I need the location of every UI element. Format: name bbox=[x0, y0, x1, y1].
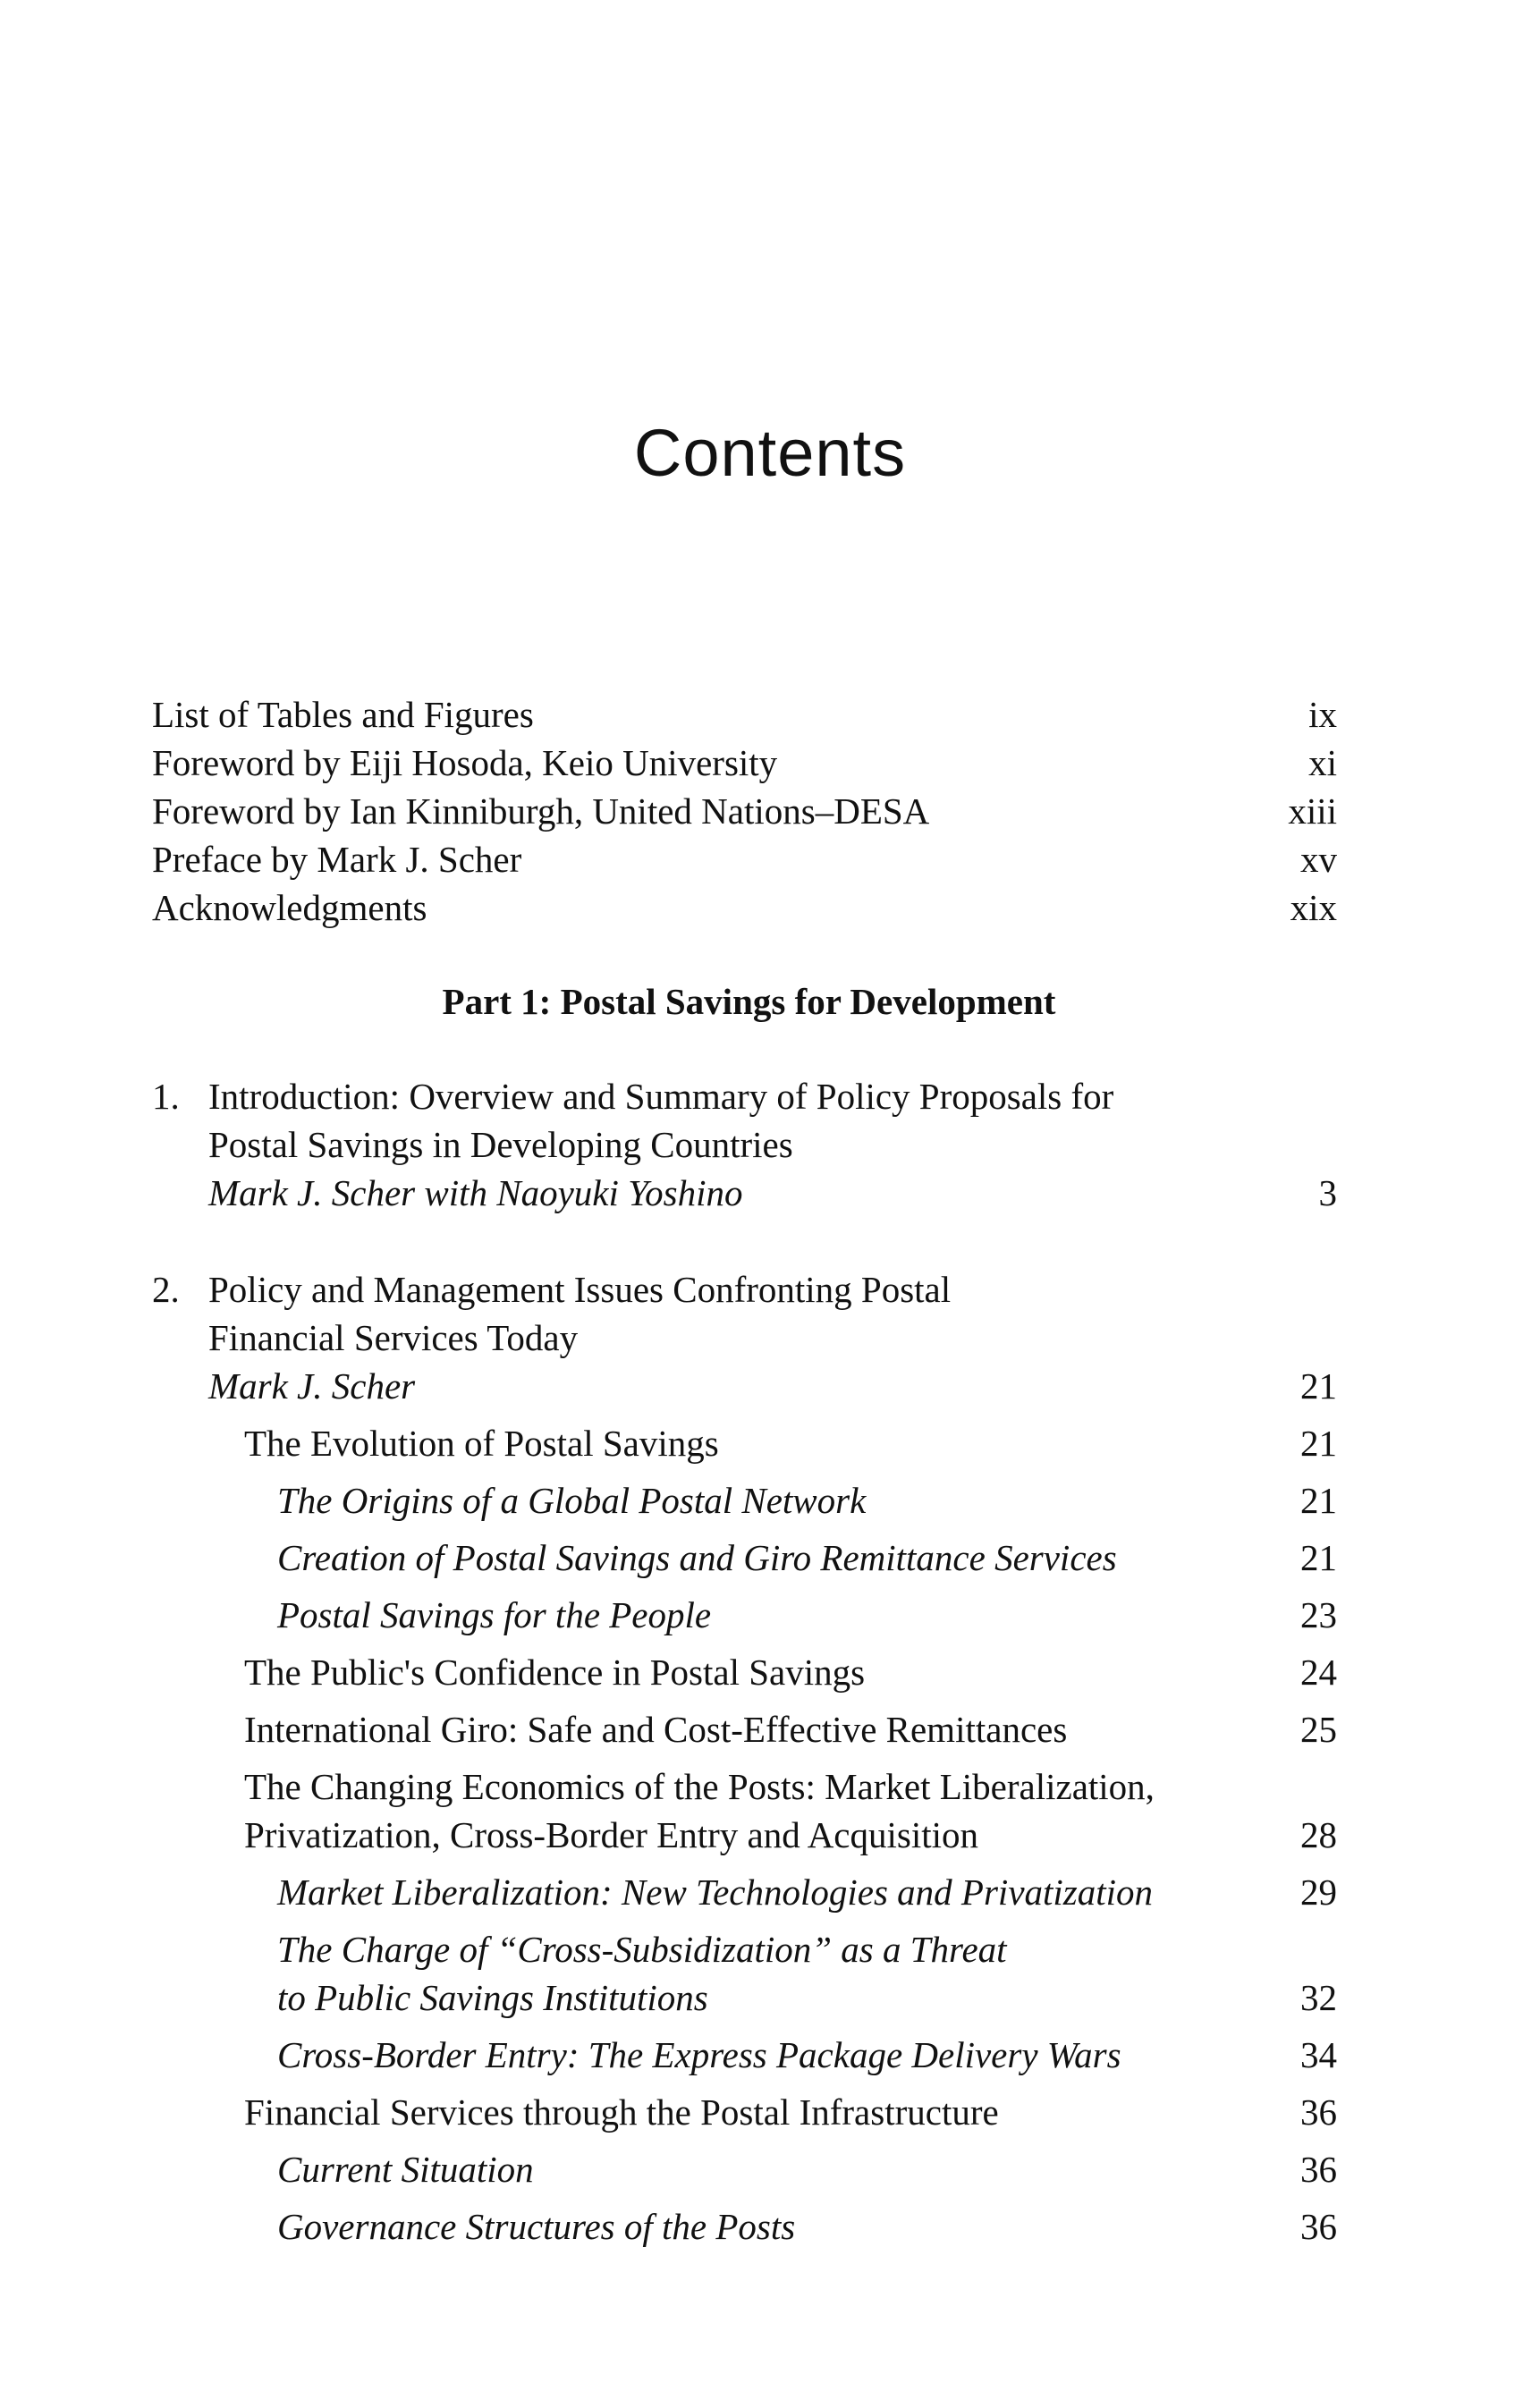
toc-section[interactable] bbox=[208, 1648, 1337, 1696]
toc-entry-label: Current Situation bbox=[277, 2149, 534, 2190]
toc-entry-page: ix bbox=[1308, 694, 1337, 735]
toc-entry-page: xix bbox=[1290, 887, 1337, 928]
toc-entry-page: 29 bbox=[1300, 1871, 1337, 1913]
toc-entry-label: Cross-Border Entry: The Express Package Delivery Wars bbox=[277, 2034, 1121, 2075]
toc-entry-acknowledgments[interactable] bbox=[152, 883, 1337, 932]
chapter-author-row bbox=[208, 1169, 1337, 1217]
toc-entry-page: 36 bbox=[1300, 2149, 1337, 2190]
toc-entry-label: The Evolution of Postal Savings bbox=[244, 1423, 719, 1464]
toc-entry-label: Market Liberalization: New Technologies and Privatization bbox=[277, 1871, 1154, 1913]
toc-entry-preface[interactable] bbox=[152, 835, 1337, 883]
toc-entry-label-line: The Charge of “Cross-Subsidization” as a Threat bbox=[277, 1929, 1007, 1970]
toc-entry-page: 21 bbox=[1300, 1365, 1337, 1407]
toc-entry-page: xiii bbox=[1288, 790, 1337, 832]
toc-entry-page: xi bbox=[1308, 742, 1337, 783]
toc-entry-label-line: to Public Savings Institutions bbox=[277, 1977, 708, 2018]
toc-section[interactable] bbox=[208, 1705, 1337, 1753]
part-heading: Part 1: Postal Savings for Development bbox=[442, 981, 1056, 1022]
toc-entry-label: The Public's Confidence in Postal Savings bbox=[244, 1652, 866, 1693]
chapter-number: 2. bbox=[152, 1269, 180, 1310]
toc-entry-page: 3 bbox=[1318, 1172, 1337, 1213]
toc-entry-page: 34 bbox=[1300, 2034, 1337, 2075]
chapter-author: Mark J. Scher with Naoyuki Yoshino bbox=[208, 1172, 743, 1213]
toc-entry-label bbox=[277, 1925, 1265, 2022]
toc-entry-label: Financial Services through the Postal Infrastructure bbox=[244, 2091, 999, 2133]
chapter-title-line: Financial Services Today bbox=[208, 1317, 579, 1358]
toc-entry-label: Creation of Postal Savings and Giro Remittance Services bbox=[277, 1537, 1117, 1578]
toc-entry-foreword-kinniburgh[interactable] bbox=[152, 787, 1337, 835]
table-of-contents bbox=[152, 690, 1337, 2251]
toc-entry-label: Postal Savings for the People bbox=[277, 1594, 712, 1635]
page-title: Contents bbox=[633, 416, 907, 490]
toc-entry-label-line: Privatization, Cross-Border Entry and Acquisition bbox=[244, 1814, 979, 1855]
toc-entry-page: 32 bbox=[1300, 1977, 1337, 2018]
toc-chapter-1[interactable] bbox=[152, 1072, 1337, 1217]
toc-subsection[interactable] bbox=[208, 1476, 1337, 1525]
toc-subsection[interactable] bbox=[208, 2031, 1337, 2079]
toc-entry-foreword-hosoda[interactable] bbox=[152, 739, 1337, 787]
chapter-title-line: Postal Savings in Developing Countries bbox=[208, 1124, 793, 1165]
chapter-author: Mark J. Scher bbox=[208, 1365, 416, 1407]
toc-entry-label: International Giro: Safe and Cost-Effective Remittances bbox=[244, 1709, 1068, 1750]
toc-entry-page: 24 bbox=[1300, 1652, 1337, 1693]
toc-entry-page: 23 bbox=[1300, 1594, 1337, 1635]
toc-entry-page: 21 bbox=[1300, 1480, 1337, 1521]
toc-entry-label: Preface by Mark J. Scher bbox=[152, 839, 522, 880]
toc-section[interactable] bbox=[208, 1762, 1337, 1859]
toc-subsection[interactable] bbox=[208, 1925, 1337, 2022]
chapter-body bbox=[208, 1265, 1337, 2251]
toc-entry-label: List of Tables and Figures bbox=[152, 694, 534, 735]
toc-entry-list-of-tables[interactable] bbox=[152, 690, 1337, 739]
toc-entry-label: Acknowledgments bbox=[152, 887, 427, 928]
toc-entry-page: 21 bbox=[1300, 1423, 1337, 1464]
chapter-title-line: Policy and Management Issues Confronting Postal bbox=[208, 1269, 952, 1310]
toc-entry-page: 21 bbox=[1300, 1537, 1337, 1578]
toc-chapter-2[interactable] bbox=[152, 1265, 1337, 2251]
toc-subsection[interactable] bbox=[208, 2202, 1337, 2251]
toc-entry-page: 28 bbox=[1300, 1814, 1337, 1855]
toc-section[interactable] bbox=[208, 1419, 1337, 1467]
toc-entry-page: 36 bbox=[1300, 2091, 1337, 2133]
toc-subsection[interactable] bbox=[208, 2145, 1337, 2193]
toc-entry-label-line: The Changing Economics of the Posts: Market Liberalization, bbox=[244, 1766, 1155, 1807]
toc-subsection[interactable] bbox=[208, 1534, 1337, 1582]
toc-entry-label: Foreword by Ian Kinniburgh, United Nations–DESA bbox=[152, 790, 930, 832]
toc-entry-label: Governance Structures of the Posts bbox=[277, 2206, 796, 2247]
toc-subsection[interactable] bbox=[208, 1591, 1337, 1639]
toc-entry-label: Foreword by Eiji Hosoda, Keio University bbox=[152, 742, 778, 783]
toc-entry-page: 36 bbox=[1300, 2206, 1337, 2247]
chapter-body bbox=[208, 1072, 1337, 1217]
chapter-number: 1. bbox=[152, 1076, 180, 1117]
toc-entry-page: 25 bbox=[1300, 1709, 1337, 1750]
toc-entry-label bbox=[244, 1762, 1265, 1859]
toc-entry-page: xv bbox=[1300, 839, 1337, 880]
chapter-author-row bbox=[208, 1362, 1337, 1410]
toc-entry-label: The Origins of a Global Postal Network bbox=[277, 1480, 867, 1521]
toc-section[interactable] bbox=[208, 2088, 1337, 2136]
toc-subsection[interactable] bbox=[208, 1868, 1337, 1916]
chapter-title-line: Introduction: Overview and Summary of Policy Proposals for bbox=[208, 1076, 1114, 1117]
